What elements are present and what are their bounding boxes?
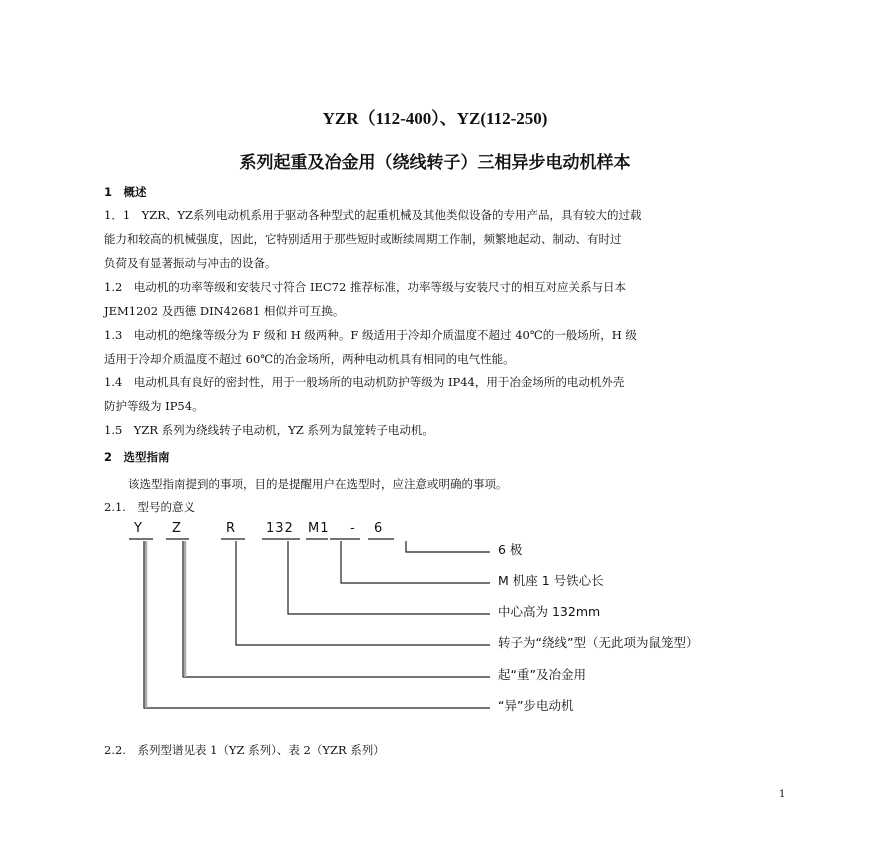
label-rotor-type: 转子为“绕线”型（无此项为鼠笼型）: [498, 635, 699, 650]
paragraph-line: 负荷及有显著振动与冲击的设备。: [104, 256, 277, 270]
leader-async: [144, 541, 490, 708]
paragraph-2-2: 2.2. 系列型谱见表 1（YZ 系列）、表 2（YZR 系列）: [104, 743, 385, 757]
section-2-heading: 2 选型指南: [104, 450, 170, 464]
paragraph-line: 1.3 电动机的绝缘等级分为 F 级和 H 级两种。F 级适用于冷却介质温度不超过 40℃的一般场所，H 级: [104, 328, 637, 342]
leader-crane: [183, 541, 490, 677]
label-center-height: 中心高为 132mm: [498, 604, 601, 619]
leader-poles: [406, 541, 490, 552]
code-letter-z: Z: [172, 521, 182, 536]
paragraph-line: 1.2 电动机的功率等级和安装尺寸符合 IEC72 推荐标准，功率等级与安装尺寸的相互对应关系与日本: [104, 280, 626, 294]
page-number: 1: [779, 789, 786, 800]
leader-rotor: [236, 541, 490, 645]
label-frame-length: M 机座 1 号铁心长: [498, 573, 604, 588]
paragraph-line: 1.4 电动机具有良好的密封性，用于一般场所的电动机防护等级为 IP44，用于冶金场所的电动机外壳: [104, 375, 625, 389]
code-frame-length: M1: [308, 521, 330, 536]
paragraph-line: 防护等级为 IP54。: [104, 399, 204, 413]
paragraph-2-intro: 该选型指南提到的事项，目的是提醒用户在选型时，应注意或明确的事项。: [128, 477, 508, 491]
label-6-poles: 6 极: [498, 542, 523, 557]
paragraph-line: 适用于冷却介质温度不超过 60℃的冶金场所，两种电动机具有相同的电气性能。: [104, 352, 515, 366]
label-async-motor: “异”步电动机: [498, 698, 574, 713]
label-crane-use: 起“重”及冶金用: [498, 667, 586, 682]
paragraph-line: 能力和较高的机械强度，因此，它特别适用于那些短时或断续周期工作制，频繁地起动、制动、有时过: [104, 232, 622, 246]
code-poles: 6: [374, 521, 384, 536]
code-center-height: 132: [266, 521, 294, 536]
document-subtitle: 系列起重及冶金用（绕线转子）三相异步电动机样本: [239, 153, 631, 173]
paragraph-2-1: 2.1. 型号的意义: [104, 500, 195, 514]
paragraph-line: JEM1202 及西德 DIN42681 相似并可互换。: [104, 304, 345, 318]
code-letter-y: Y: [134, 521, 143, 536]
section-1-heading: 1 概述: [104, 185, 147, 199]
document-title: YZR（112-400）、YZ(112-250): [322, 109, 548, 128]
code-letter-r: R: [226, 521, 237, 536]
code-dash: -: [350, 521, 356, 536]
paragraph-1-5: 1.5 YZR 系列为绕线转子电动机，YZ 系列为鼠笼转子电动机。: [104, 423, 434, 437]
paragraph-line: 1．1 YZR、YZ系列电动机系用于驱动各种型式的起重机械及其他类似设备的专用产品，具有较大的过载: [104, 208, 642, 222]
leader-frame: [341, 541, 490, 583]
